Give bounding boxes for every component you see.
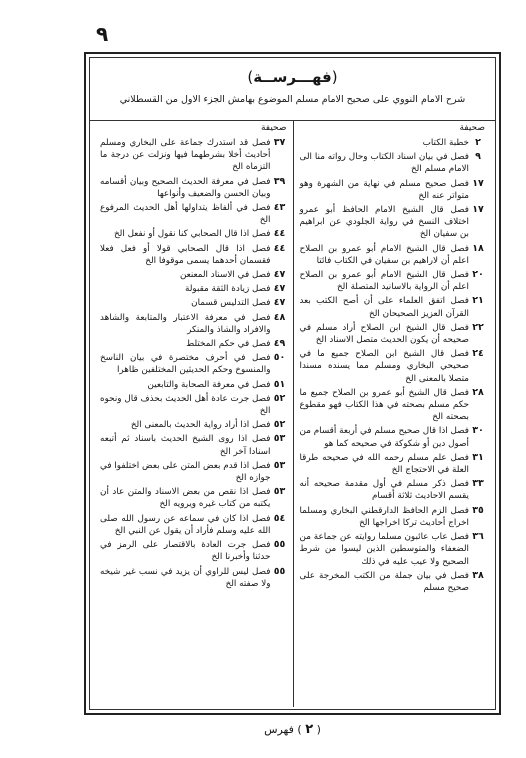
- entry-title: فصل اذا أراد رواية الحديث بالمعنى الخ: [130, 420, 271, 431]
- index-entry: [300, 322, 488, 346]
- index-entry: [100, 297, 289, 309]
- entry-title: فصل صحيح مسلم في نهاية من الشهرة وهو متواتر عنه الخ: [299, 178, 469, 201]
- index-entry: [300, 387, 488, 424]
- index-entry: [100, 228, 289, 240]
- index-columns: [94, 121, 491, 707]
- entry-page-number: ٣٧: [273, 137, 286, 148]
- entry-page-number: ٤٩: [273, 338, 286, 350]
- entry-title: فصل الزم الحافظ الدارقطني البخاري ومسلما اخراج أحاديث تركا اخراجها الخ: [299, 505, 469, 528]
- entry-page-number: ٤٣: [273, 202, 286, 214]
- entry-title: فصل جرت عادة أهل الحديث بحذف قال ونحوه الخ: [100, 393, 271, 417]
- index-entry: [100, 176, 289, 200]
- entry-title: فصل قال الشيخ الامام أبو عمرو بن الصلاح اعلم أن الرواية بالاسانيد المتصلة الخ: [299, 270, 469, 293]
- entry-title: فصل اذا قال صحيح مسلم في أربعة أقسام من أصول دين أو شكوكة في صحيحه كما هو: [299, 426, 469, 449]
- entry-title: فصل في ألفاظ يتداولها أهل الحديث المرفوع الخ: [100, 203, 271, 226]
- index-entry: [100, 283, 289, 295]
- entry-page-number: ٥٣: [273, 486, 286, 498]
- entry-title: فصل قال الشيخ الامام أبو عمرو بن الصلاح اعلم أن لاراهيم بن سفيان في الكتاب فائتا: [299, 243, 469, 266]
- index-entry: [300, 348, 488, 385]
- entry-title: فصل في معرفة الصحابة والتابعين: [147, 379, 271, 390]
- index-entry: [100, 539, 289, 563]
- entry-page-number: ٢: [475, 137, 481, 148]
- entry-page-number: ٥٥: [273, 539, 286, 551]
- entry-title: فصل اذا نقص من بعض الاسناد والمتن عاد أن يكتبه من كتاب غيره ويرويه الخ: [100, 487, 271, 510]
- column-head-right: [300, 121, 488, 135]
- entry-page-number: ٥٢: [273, 419, 286, 431]
- frame-inner: [89, 57, 496, 710]
- entry-page-number: ٥٣: [273, 433, 286, 445]
- entry-page-number: ٣١: [472, 451, 484, 463]
- entry-title: فصل قد استدرك جماعة على البخاري ومسلم أحاديث أخلا بشرطهما فيها ونزلت عن درجة ما التزماه الخ: [100, 138, 271, 173]
- entry-title: فصل اذا قال الصحابي كنا نقول أو نفعل الخ: [114, 229, 271, 240]
- entry-title: فصل ذكر مسلم في أول مقدمة صحيحه أنه يقسم الاحاديث ثلاثة أقسام: [299, 479, 469, 502]
- index-entry: [100, 202, 289, 226]
- entry-page-number: ٢١: [472, 295, 484, 307]
- index-entry: [300, 178, 488, 202]
- entry-page-number: ٢٤: [472, 348, 484, 360]
- entry-page-number: ٥٥: [273, 565, 286, 577]
- index-entry: [300, 204, 488, 241]
- column-head-left: [100, 121, 289, 135]
- entry-title: فصل جرت العادة بالاقتصار على الرمز في حدثنا وأخبرنا الخ: [100, 540, 271, 563]
- index-entry: [100, 566, 289, 590]
- entry-page-number: ٤٧: [273, 269, 286, 281]
- entry-page-number: ٣٠: [472, 425, 484, 437]
- entry-page-number: ١٧: [472, 177, 484, 189]
- index-entry: [300, 295, 488, 319]
- index-entry: [300, 269, 488, 293]
- entry-page-number: ٤٧: [273, 283, 286, 295]
- index-entry: [300, 151, 488, 175]
- entry-page-number: ٣٣: [472, 478, 484, 490]
- entry-title: فصل في حكم المختلط: [186, 339, 271, 350]
- index-entry: [100, 137, 289, 174]
- entry-title: فصل في بيان جملة من الكتب المخرجة على صحيح مسلم: [299, 570, 469, 593]
- entry-title: فصل في بيان اسناد الكتاب وحال رواته منا الى الامام مسلم الخ: [299, 152, 469, 175]
- entry-title: فصل اتفق العلماء على أن أصح الكتب بعد القرآن العزيز الصحيحان الخ: [299, 296, 469, 319]
- index-entry: [100, 513, 289, 537]
- entry-page-number: ٥٢: [273, 392, 286, 404]
- entry-title: فصل قال الشيخ ابن الصلاح أراد مسلم في صحيحه أن يكون الحديث متصل الاسناد الخ: [299, 322, 469, 346]
- entry-title: فصل اذا كان في سماعه عن رسول الله صلى الله عليه وسلم فأراد أن يقول عن النبي الخ: [100, 513, 271, 536]
- index-entry: [100, 393, 289, 417]
- entry-title: فصل اذا روى الشيخ الحديث باسناد ثم أتبعه اسنادا آخر الخ: [100, 434, 271, 457]
- entry-page-number: ٥٣: [273, 459, 286, 471]
- entry-page-number: ٢٨: [472, 386, 484, 398]
- entry-page-number: ٢٢: [472, 321, 484, 333]
- entry-page-number: ٤٤: [273, 228, 286, 240]
- entry-title: فصل في الاسناد المعنعن: [179, 270, 271, 281]
- entry-title: فصل التدليس قسمان: [191, 298, 271, 309]
- entry-title: فصل قال الشيخ ابن الصلاح جميع ما في صحيحي البخاري ومسلم مما يسنده مسندا متصلا بالمعنى الخ: [299, 349, 469, 384]
- index-entry: [100, 379, 289, 391]
- column-head-label: صحيفة: [459, 123, 485, 133]
- entry-title: فصل قال الشيخ أبو عمرو بن الصلاح جميع ما حكم مسلم بصحته في هذا الكتاب فهو مقطوع بصحته الخ: [299, 387, 469, 423]
- index-entry: [100, 269, 289, 281]
- entry-page-number: ١٧: [472, 204, 484, 216]
- index-subtitle: شرح الامام النووي على صحيح الامام مسلم الموضوع بهامش الجزء الاول من القسطلاني: [119, 94, 466, 105]
- index-entry: [300, 452, 488, 476]
- index-entry: [300, 570, 488, 594]
- index-column-left: [94, 121, 293, 707]
- footer-label: فهرس: [264, 723, 294, 736]
- column-head-label: صحيفة: [260, 123, 287, 133]
- index-entry: [300, 425, 488, 449]
- index-entry: [100, 312, 289, 336]
- entry-title: فصل زيادة الثقة مقبولة: [185, 284, 271, 295]
- entry-title: فصل علم مسلم رحمه الله في صحيحه طرقا العلة في الاحتجاج الخ: [299, 452, 469, 476]
- index-frame: [84, 52, 501, 715]
- entry-title: فصل في معرفة الحديث الصحيح وبيان أقسامه وبيان الحسن والضعيف وأنواعها: [100, 176, 271, 199]
- entry-title: فصل عاب عائبون مسلما روايته عن جماعة من الضعفاء والمتوسطين الذين ليسوا من شرط الصحيح ولا عيب عليه في ذلك: [299, 532, 469, 567]
- page-footer: ( ٢ ) فهرس: [264, 722, 321, 737]
- entry-page-number: ١٨: [472, 242, 484, 254]
- footer-number: ٢: [305, 722, 314, 737]
- index-entry: [100, 338, 289, 350]
- entry-page-number: ٣٩: [273, 175, 286, 187]
- index-entry: [100, 433, 289, 457]
- entry-page-number: ٩: [475, 151, 481, 163]
- entry-page-number: ٣٨: [472, 569, 484, 581]
- index-entry: [300, 505, 488, 529]
- index-title: (فهـــرســة): [247, 68, 338, 86]
- index-entry: [100, 460, 289, 484]
- entry-title: فصل في معرفة الاعتبار والمتابعة والشاهد والافراد والشاذ والمنكر: [100, 312, 271, 335]
- entry-title: فصل في أحرف مختصرة في بيان الناسخ والمنسوخ وحكم الحديثين المختلفين ظاهرا: [100, 353, 271, 376]
- entry-page-number: ٣٥: [472, 504, 484, 516]
- entry-page-number: ٥٤: [273, 512, 286, 524]
- entry-page-number: ٤٨: [273, 311, 286, 323]
- index-entry: [100, 419, 289, 431]
- entry-page-number: ٢٠: [472, 269, 484, 281]
- index-column-right: [293, 121, 492, 707]
- index-header: [94, 58, 491, 120]
- entry-title: فصل اذا قال الصحابي قولا أو فعل فعلا فقسمان أحدهما يسمى موقوفا الخ: [100, 243, 271, 266]
- index-entry: [100, 486, 289, 510]
- entry-title: فصل قال الشيخ الامام الحافظ أبو عمرو اختلاف النسخ في رواية الجلودي عن ابراهيم بن سفيان الخ: [299, 205, 469, 240]
- entry-page-number: ٥٠: [273, 352, 286, 364]
- entry-page-number: ٥١: [273, 378, 286, 390]
- index-entry: [300, 137, 488, 149]
- entry-title: فصل ليس للراوي أن يزيد في نسب غير شيخه ولا صفته الخ: [100, 566, 271, 589]
- entry-page-number: ٤٧: [273, 297, 286, 309]
- entry-title: خطبة الكتاب: [422, 138, 469, 148]
- index-entry: [100, 243, 289, 267]
- entry-page-number: ٣٦: [472, 531, 484, 543]
- entry-page-number: ٤٤: [273, 242, 286, 254]
- entry-title: فصل اذا قدم بعض المتن على بعض اختلفوا في جوازه الخ: [100, 460, 271, 484]
- index-entry: [300, 531, 488, 568]
- index-entry: [100, 352, 289, 376]
- index-entry: [300, 478, 488, 502]
- index-title-text: فهـــرســة: [253, 68, 332, 86]
- index-entry: [300, 243, 488, 267]
- page-number: ٩: [96, 22, 109, 46]
